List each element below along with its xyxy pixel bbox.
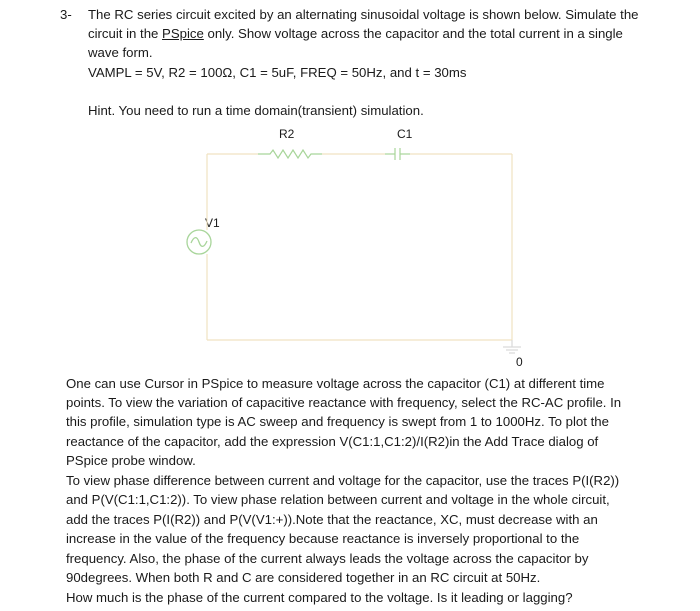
question-number: 3- [60, 7, 72, 22]
body-line-2: points. To view the variation of capacitive reactance with frequency, select the RC-AC profile. In [66, 395, 622, 410]
capacitor-label: C1 [397, 127, 413, 141]
body-line-4: reactance of the capacitor, add the expression V(C1:1,C1:2)/I(R2)in the Add Trace dialog of [66, 434, 599, 449]
body-line-12: How much is the phase of the current compared to the voltage. Is it leading or lagging? [66, 590, 573, 605]
hint-line: Hint. You need to run a time domain(transient) simulation. [88, 103, 424, 118]
question-line-3: wave form. [88, 45, 153, 60]
ground-symbol [503, 340, 521, 353]
ground-label: 0 [516, 355, 523, 369]
body-line-9: increase in the value of the frequency because reactance is inversely proportional to the [66, 531, 580, 546]
resistor-label: R2 [279, 127, 295, 141]
question-line-1: The RC series circuit excited by an alternating sinusoidal voltage is shown below. Simulate the [88, 7, 639, 22]
pspice-link: PSpice [162, 26, 204, 41]
body-line-1: One can use Cursor in PSpice to measure voltage across the capacitor (C1) at different time [66, 376, 605, 391]
parameters-line: VAMPL = 5V, R2 = 100Ω, C1 = 5uF, FREQ = 50Hz, and t = 30ms [88, 65, 467, 80]
body-line-5: PSpice probe window. [66, 453, 196, 468]
body-line-3: this profile, simulation type is AC sweep and frequency is swept from 1 to 1000Hz. To plot the [66, 414, 609, 429]
source-label: V1 [205, 216, 220, 230]
capacitor-symbol [385, 148, 410, 160]
ac-source-symbol [187, 230, 211, 254]
question-line-2-post: only. Show voltage across the capacitor and the total current in a single [203, 26, 623, 41]
wires [207, 154, 512, 340]
body-line-10: frequency. Also, the phase of the current always leads the voltage across the capacitor by [66, 551, 589, 566]
body-line-8: add the traces P(I(R2)) and P(V(V1:+)).Note that the reactance, XC, must decrease with an [66, 512, 598, 527]
question-line-2-pre: circuit in the [88, 26, 163, 41]
resistor-symbol [258, 150, 322, 158]
body-line-7: and P(V(C1:1,C1:2)). To view phase relation between current and voltage in the whole circuit, [66, 492, 610, 507]
body-line-11: 90degrees. When both R and C are considered together in an RC circuit at 50Hz. [66, 570, 541, 585]
body-line-6: To view phase difference between current and voltage for the capacitor, use the traces P(I(R2)) [66, 473, 620, 488]
